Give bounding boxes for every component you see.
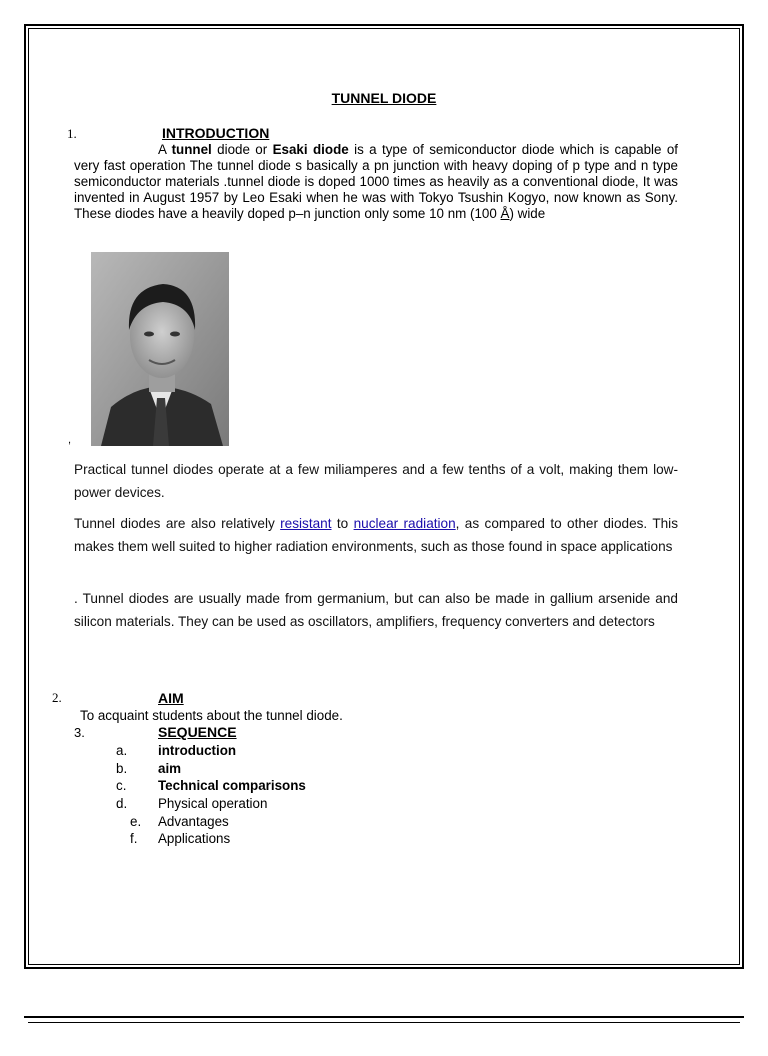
list-item-letter: e. bbox=[130, 814, 142, 829]
list-item-letter: a. bbox=[116, 743, 128, 758]
list-item: Technical comparisons bbox=[158, 778, 306, 793]
list-item: aim bbox=[158, 761, 182, 776]
paragraph-operation: Practical tunnel diodes operate at a few miliamperes and a few tenths of a volt, making them low-power devices. bbox=[74, 462, 678, 500]
document-title: TUNNEL DIODE bbox=[331, 90, 437, 106]
aim-text: To acquaint students about the tunnel diode. bbox=[80, 708, 343, 723]
stray-comma: , bbox=[68, 434, 72, 446]
list-item: Physical operation bbox=[158, 796, 268, 811]
link-resistant[interactable]: resistant bbox=[280, 516, 332, 531]
section-number-1: 1. bbox=[67, 126, 77, 141]
section-heading-sequence: SEQUENCE bbox=[158, 724, 237, 740]
list-item-letter: c. bbox=[116, 778, 127, 793]
section-number-2: 2. bbox=[52, 690, 62, 705]
next-page-border-inner bbox=[28, 1022, 740, 1023]
portrait-photo-icon bbox=[91, 252, 229, 446]
list-item: introduction bbox=[158, 743, 237, 758]
section-heading-introduction: INTRODUCTION bbox=[162, 125, 270, 141]
list-item: Applications bbox=[158, 831, 231, 846]
paragraph-radiation: Tunnel diodes are also relatively resistant to nuclear radiation, as compared to other diodes. This makes them well suited to higher radiation environments, such as those found in space applications bbox=[74, 516, 678, 554]
paragraph-materials: . Tunnel diodes are usually made from germanium, but can also be made in gallium arsenide and silicon materials. They can be used as oscillators, amplifiers, frequency converters and detectors bbox=[74, 591, 678, 629]
section-number-3: 3. bbox=[74, 725, 85, 740]
section-heading-aim: AIM bbox=[158, 690, 184, 706]
portrait-photo bbox=[91, 252, 229, 446]
list-item-letter: d. bbox=[116, 796, 128, 811]
list-item-letter: b. bbox=[116, 761, 128, 776]
list-item: Advantages bbox=[158, 814, 229, 829]
link-nuclear-radiation[interactable]: nuclear radiation bbox=[353, 516, 456, 531]
introduction-paragraph: A tunnel diode or Esaki diode is a type of semiconductor diode which is capable of very fast operation The tunnel diode s basically a pn junction with heavy doping of p type and n type semiconductor materials .tunnel diode is doped 1000 times as heavily as a conventional diode, It was invented in August 1957 by Leo Esaki when he was with Tokyo Tsushin Kogyo, now known as Sony. These diodes have a heavily doped p–n junction only some 10 nm (100 Å) wide bbox=[74, 142, 679, 221]
list-item-letter: f. bbox=[130, 831, 138, 846]
